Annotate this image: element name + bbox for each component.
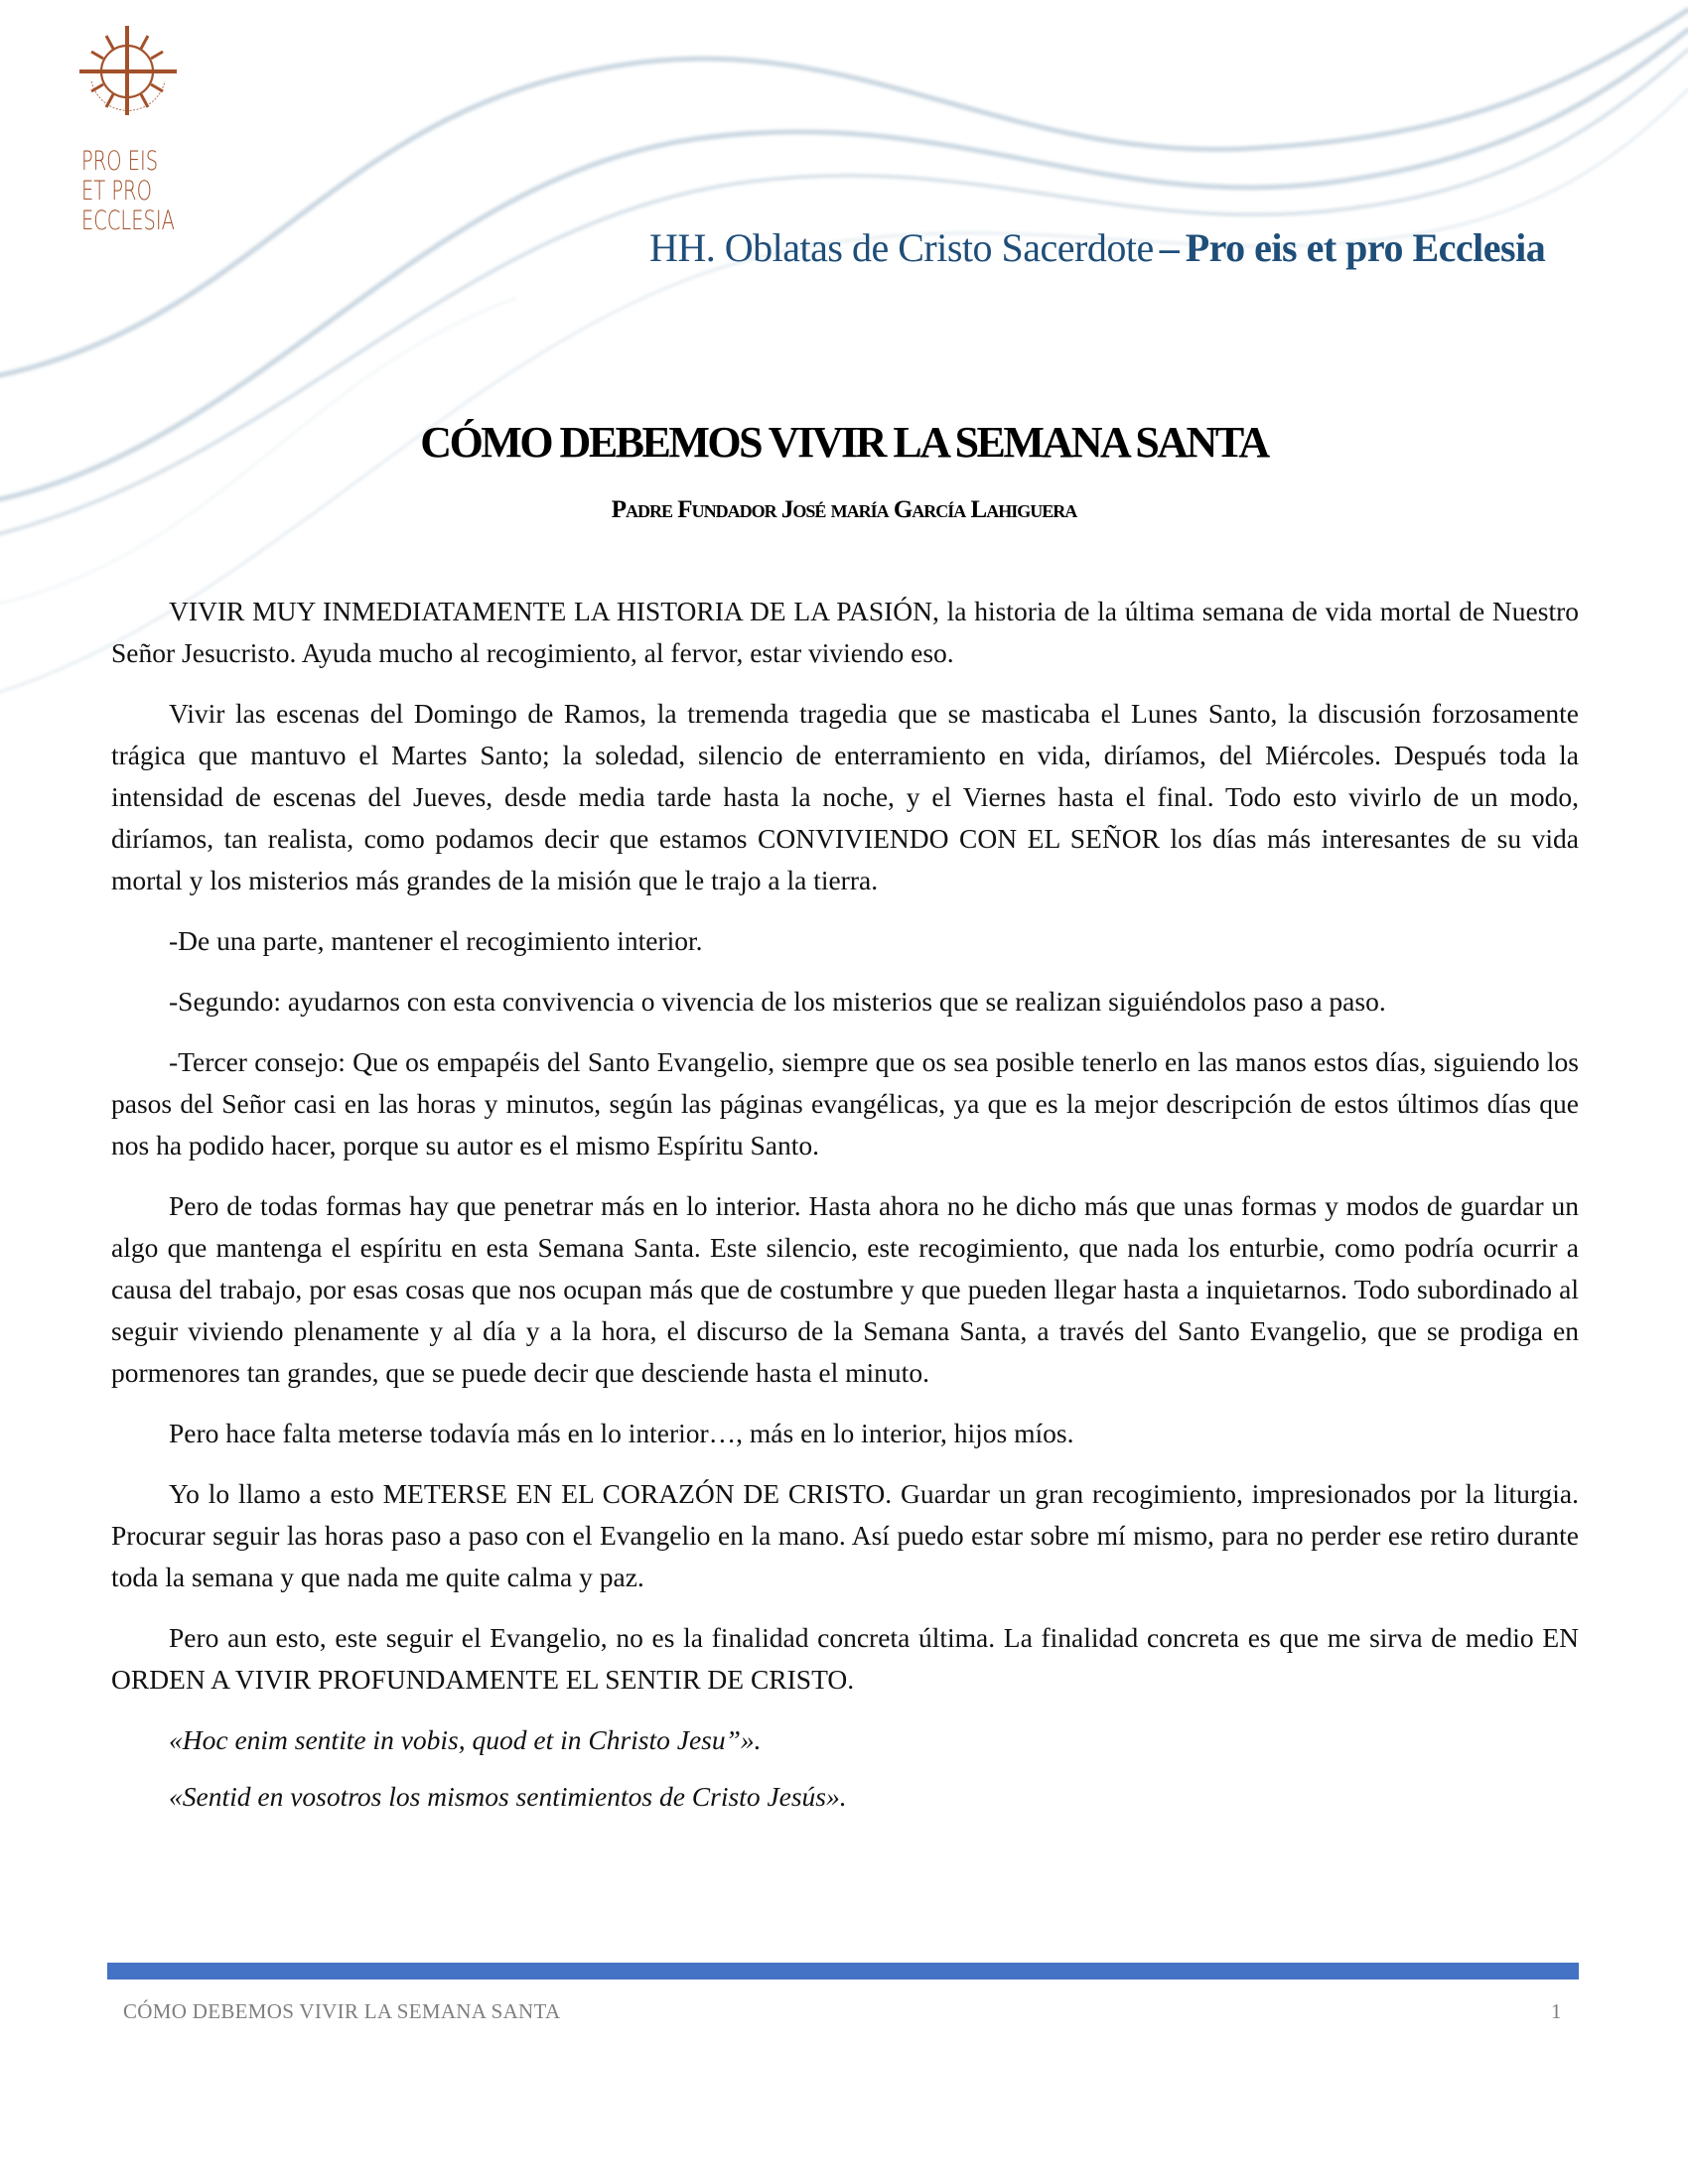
page-number: 1: [1551, 1999, 1562, 2023]
latin-quote: «Hoc enim sentite in vobis, quod et in Christo Jesu”».: [169, 1724, 762, 1755]
body-paragraph: -De una parte, mantener el recogimiento interior.: [169, 925, 703, 956]
body-paragraph: -Segundo: ayudarnos con esta convivencia o vivencia de los misterios que se realizan siguiéndolos paso a paso.: [169, 986, 1386, 1017]
body-paragraph: Pero aun esto, este seguir el Evangelio, no es la finalidad concreta última. La finalidad concreta es que me sirva de medio EN ORDEN A VIVIR PROFUNDAMENTE EL SENTIR DE CRISTO.: [111, 1622, 1579, 1695]
org-motto: Pro eis et pro Ecclesia: [1185, 225, 1546, 270]
document-body: [111, 591, 1579, 1833]
org-name: HH. Oblatas de Cristo Sacerdote: [649, 225, 1154, 270]
org-header: [649, 224, 1545, 271]
body-paragraph: Yo lo llamo a esto METERSE EN EL CORAZÓN DE CRISTO. Guardar un gran recogimiento, impresionados por la liturgia. Procurar seguir las horas paso a paso con el Evangelio en la mano. Así puedo estar sobre mí mismo, para no perder ese retiro durante toda la semana y que nada me quite calma y paz.: [111, 1478, 1579, 1592]
org-separator: –: [1159, 225, 1180, 270]
logo-motto-line: ET PRO: [81, 176, 152, 206]
spanish-quote: «Sentid en vosotros los mismos sentimientos de Cristo Jesús».: [169, 1781, 847, 1812]
body-paragraph: -Tercer consejo: Que os empapéis del Santo Evangelio, siempre que os sea posible tenerlo en las manos estos días, siguiendo los pasos del Señor casi en las horas y minutos, según las páginas evangélicas, ya que es la mejor descripción de estos últimos días que nos ha podido hacer, porque su autor es el mismo Espíritu Santo.: [111, 1046, 1579, 1160]
cross-sunburst-emblem-icon: [71, 22, 191, 141]
page-title: CÓMO DEBEMOS VIVIR LA SEMANA SANTA: [420, 418, 1268, 467]
logo-motto-line: PRO EIS: [81, 146, 159, 177]
footer-divider-bar: [107, 1963, 1579, 1979]
page-subtitle: Padre Fundador José maría García Lahiguera: [611, 496, 1077, 523]
body-paragraph: Vivir las escenas del Domingo de Ramos, la tremenda tragedia que se masticaba el Lunes Santo, la discusión forzosamente trágica que mantuvo el Martes Santo; la soledad, silencio de enterramiento en vida, diríamos, del Miércoles. Después toda la intensidad de escenas del Jueves, desde media tarde hasta la noche, y el Viernes hasta el final. Todo esto vivirlo de un modo, diríamos, tan realista, como podamos decir que estamos CONVIVIENDO CON EL SEÑOR los días más interesantes de su vida mortal y los misterios más grandes de la misión que le trajo a la tierra.: [111, 698, 1579, 895]
footer-title: CÓMO DEBEMOS VIVIR LA SEMANA SANTA: [123, 1999, 561, 2023]
logo-motto: [81, 146, 175, 236]
body-paragraph: Pero hace falta meterse todavía más en lo interior…, más en lo interior, hijos míos.: [169, 1418, 1074, 1448]
body-paragraph: VIVIR MUY INMEDIATAMENTE LA HISTORIA DE LA PASIÓN, la historia de la última semana de vida mortal de Nuestro Señor Jesucristo. Ayuda mucho al recogimiento, al fervor, estar viviendo eso.: [111, 596, 1579, 668]
body-paragraph: Pero de todas formas hay que penetrar más en lo interior. Hasta ahora no he dicho más que unas formas y modos de guardar un algo que mantenga el espíritu en esta Semana Santa. Este silencio, este recogimiento, que nada los enturbie, como podría ocurrir a causa del trabajo, por esas cosas que nos ocupan más que de costumbre y que pueden llegar hasta a inquietarnos. Todo subordinado al seguir viviendo plenamente y al día y a la hora, el discurso de la Semana Santa, a través del Santo Evangelio, que se prodiga en pormenores tan grandes, que se puede decir que desciende hasta el minuto.: [111, 1190, 1579, 1388]
logo-motto-line: ECCLESIA: [81, 205, 175, 236]
